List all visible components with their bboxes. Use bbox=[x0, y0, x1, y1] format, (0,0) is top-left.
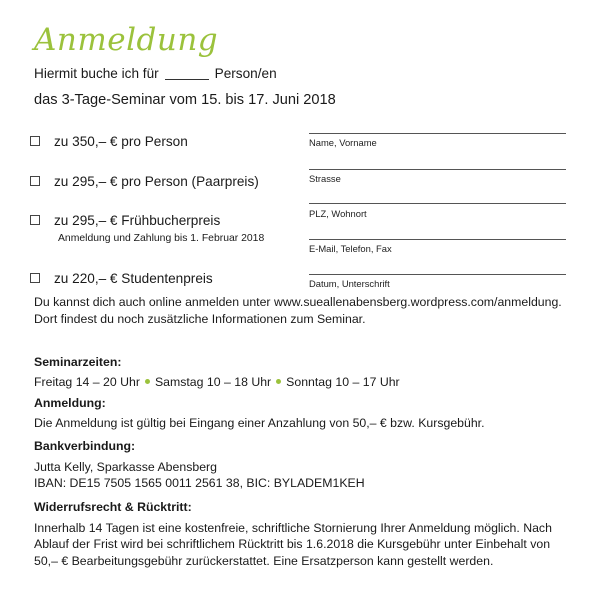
signature-label: Datum, Unterschrift bbox=[309, 278, 390, 289]
option-checkbox[interactable] bbox=[30, 215, 40, 225]
booking-prefix: Hiermit buche ich für bbox=[34, 66, 159, 81]
option-295-couple[interactable] bbox=[30, 174, 259, 189]
option-checkbox[interactable] bbox=[30, 273, 40, 283]
withdrawal-line-2: Ablauf der Frist wird bei schriftlichem Rücktritt bis 1.6.2018 die Kursgebühr unter Einbehalt von bbox=[34, 537, 551, 552]
times-heading: Seminarzeiten: bbox=[34, 355, 122, 369]
saturday-time: Samstag 10 – 18 Uhr bbox=[154, 374, 272, 389]
bank-line-2: IBAN: DE15 7505 1565 0011 2561 38, BIC: BYLADEM1KEH bbox=[34, 476, 365, 491]
option-label: zu 220,– € Studentenpreis bbox=[54, 271, 213, 286]
booking-suffix: Person/en bbox=[214, 66, 277, 81]
booking-line bbox=[34, 66, 277, 82]
friday-time: Freitag 14 – 20 Uhr bbox=[34, 374, 140, 389]
registration-section bbox=[34, 395, 574, 431]
early-bird-note: Anmeldung und Zahlung bis 1. Februar 2018 bbox=[58, 233, 265, 244]
name-field[interactable] bbox=[309, 133, 566, 134]
contact-label: E-Mail, Telefon, Fax bbox=[309, 243, 392, 254]
registration-text: Die Anmeldung ist gültig bei Eingang einer Anzahlung von 50,– € bzw. Kursgebühr. bbox=[34, 415, 485, 430]
bank-heading: Bankverbindung: bbox=[34, 439, 136, 453]
option-label: zu 295,– € pro Person (Paarpreis) bbox=[54, 174, 259, 189]
name-label: Name, Vorname bbox=[309, 137, 377, 148]
sunday-time: Sonntag 10 – 17 Uhr bbox=[286, 374, 400, 389]
online-info bbox=[34, 294, 574, 327]
option-295-early[interactable] bbox=[30, 213, 220, 228]
person-count-field[interactable] bbox=[165, 64, 209, 80]
option-checkbox[interactable] bbox=[30, 176, 40, 186]
withdrawal-section bbox=[34, 499, 574, 569]
online-line-1: Du kannst dich auch online anmelden unter www.sueallenabensberg.wordpress.com/anmeldung. bbox=[34, 295, 562, 309]
online-line-2: Dort findest du noch zusätzliche Informationen zum Seminar. bbox=[34, 311, 366, 326]
bank-line-1: Jutta Kelly, Sparkasse Abensberg bbox=[34, 459, 217, 474]
option-label: zu 350,– € pro Person bbox=[54, 134, 188, 149]
contact-field[interactable] bbox=[309, 239, 566, 240]
withdrawal-line-1: Innerhalb 14 Tagen ist eine kostenfreie, schriftliche Stornierung Ihrer Anmeldung möglich. Nach bbox=[34, 520, 552, 535]
withdrawal-line-3: 50,– € Bearbeitungsgebühr zurückerstattet. Eine Ersatzperson kann gestellt werden. bbox=[34, 553, 494, 568]
withdrawal-heading: Widerrufsrecht & Rücktritt: bbox=[34, 500, 192, 514]
signature-field[interactable] bbox=[309, 274, 566, 275]
separator-dot bbox=[145, 379, 150, 384]
separator-dot bbox=[276, 379, 281, 384]
seminar-times bbox=[34, 354, 574, 390]
street-label: Strasse bbox=[309, 173, 341, 184]
option-350[interactable] bbox=[30, 134, 188, 149]
times-line bbox=[34, 374, 574, 391]
zip-field[interactable] bbox=[309, 203, 566, 204]
page-title: Anmeldung bbox=[34, 22, 219, 58]
zip-label: PLZ, Wohnort bbox=[309, 208, 367, 219]
seminar-dates: das 3-Tage-Seminar vom 15. bis 17. Juni 2018 bbox=[34, 92, 336, 108]
street-field[interactable] bbox=[309, 169, 566, 170]
option-checkbox[interactable] bbox=[30, 136, 40, 146]
option-220-student[interactable] bbox=[30, 271, 213, 286]
registration-heading: Anmeldung: bbox=[34, 396, 106, 410]
bank-section bbox=[34, 438, 574, 492]
option-label: zu 295,– € Frühbucherpreis bbox=[54, 213, 221, 228]
